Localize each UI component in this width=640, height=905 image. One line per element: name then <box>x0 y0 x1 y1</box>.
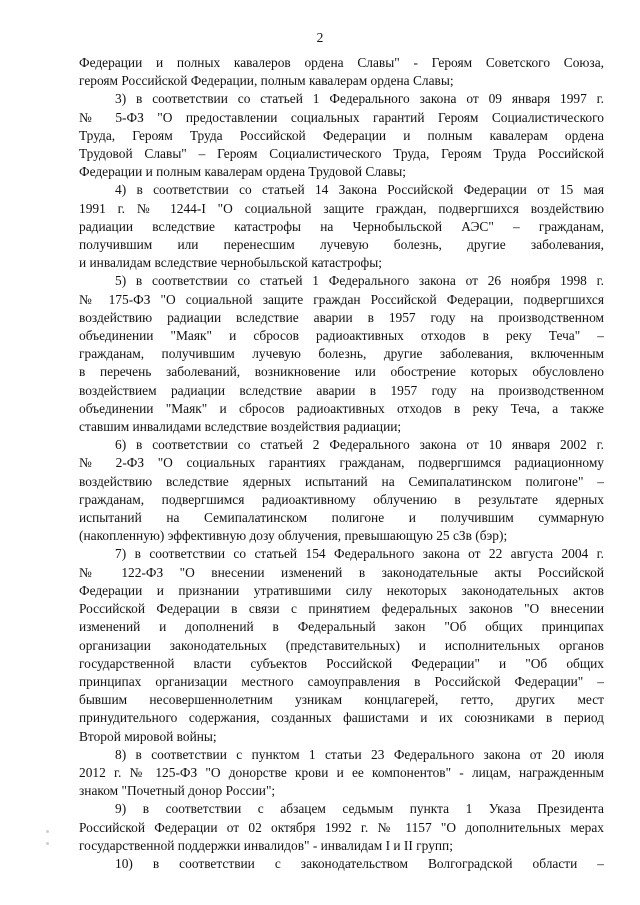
text-line: 5) в соответствии со статьей 1 Федерального закона от 26 ноября 1998 г. <box>115 273 604 289</box>
text-line: Федерации и признании утратившими силу некоторых законодательных актов <box>79 582 604 598</box>
text-line: Труда, Героям Труда Российской Федерации и полным кавалерам ордена <box>79 127 604 143</box>
text-line: изменений и дополнений в Федеральный закон "Об общих принципах <box>79 619 604 635</box>
text-line: гражданам, подвергшимся радиоактивному облучению в результате ядерных <box>79 491 604 507</box>
text-line: воздействием радиации вследствие аварии в 1957 году на производственном <box>79 382 604 398</box>
scan-mark <box>46 830 49 833</box>
text-line: 1991 г. № 1244-I "О социальной защите граждан, подвергшихся воздействию <box>79 200 604 216</box>
text-line: 3) в соответствии со статьей 1 Федерального закона от 09 января 1997 г. <box>115 91 604 107</box>
text-line: 6) в соответствии со статьей 2 Федерального закона от 10 января 2002 г. <box>115 437 604 453</box>
text-line: 7) в соответствии со статьей 154 Федерального закона от 22 августа 2004 г. <box>115 546 604 562</box>
text-line: в перечень заболеваний, возникновение или обострение которых обусловлено <box>79 364 604 380</box>
text-line: Российской Федерации в связи с принятием федеральных законов "О внесении <box>79 601 604 617</box>
text-line: гражданам, получившим лучевую болезнь, другие заболевания, включенным <box>79 346 604 362</box>
text-line: знаком "Почетный донор России"; <box>79 783 276 799</box>
text-line: бывшим несовершеннолетним узникам концлагерей, гетто, других мест <box>79 692 604 708</box>
page-number: 2 <box>316 30 324 45</box>
text-line: Российской Федерации от 02 октября 1992 г. № 1157 "О дополнительных мерах <box>79 819 604 835</box>
text-line: государственной поддержки инвалидов" - инвалидам I и II групп; <box>79 837 453 853</box>
text-line: ставшим инвалидами вследствие воздействия радиации; <box>79 419 402 435</box>
text-line: организации законодательных (представительных) и исполнительных органов <box>79 637 604 653</box>
text-line: 8) в соответствии с пунктом 1 статьи 23 Федерального закона от 20 июля <box>115 746 604 762</box>
text-line: воздействию радиации вследствие аварии в 1957 году на производственном <box>79 309 604 325</box>
text-line: Федерации и полных кавалеров ордена Славы" - Героям Советского Союза, <box>79 55 604 70</box>
text-line: (накопленную) эффективную дозу облучения, превышающую 25 сЗв (бэр); <box>79 528 508 544</box>
text-line: 9) в соответствии с абзацем седьмым пункта 1 Указа Президента <box>115 801 604 817</box>
text-line: воздействию вследствие ядерных испытаний на Семипалатинском полигоне" – <box>79 473 604 489</box>
text-line: 2012 г. № 125-ФЗ "О донорстве крови и ее компонентов" - лицам, награжденным <box>79 764 604 780</box>
text-line: и инвалидам вследствие чернобыльской катастрофы; <box>79 255 382 271</box>
text-line: государственной власти субъектов Российской Федерации" и "Об общих <box>79 655 604 671</box>
text-line: Второй мировой войны; <box>79 728 217 744</box>
scan-mark <box>46 842 49 845</box>
text-line: № 122-ФЗ "О внесении изменений в законодательные акты Российской <box>79 564 604 580</box>
text-line: получившим или перенесшим лучевую болезнь, другие заболевания, <box>79 237 604 253</box>
text-line: 4) в соответствии со статьей 14 Закона Российской Федерации от 15 мая <box>115 182 604 198</box>
text-line: радиации вследствие катастрофы на Чернобыльской АЭС" – гражданам, <box>79 218 604 234</box>
text-line: объединении "Маяк" и сбросов радиоактивных отходов в реку Теча, а также <box>79 400 604 416</box>
text-line: принудительного содержания, созданных фашистами и их союзниками в период <box>79 710 604 726</box>
document-body <box>79 54 604 873</box>
text-line: объединении "Маяк" и сбросов радиоактивных отходов в реку Теча" – <box>79 328 604 344</box>
text-line: № 175-ФЗ "О социальной защите граждан Российской Федерации, подвергшихся <box>79 291 604 307</box>
text-line: принципах организации местного самоуправления в Российской Федерации" – <box>79 673 604 689</box>
text-line: 10) в соответствии с законодательством Волгоградской области – <box>115 855 604 871</box>
text-line: испытаний на Семипалатинском полигоне и получившим суммарную <box>79 510 604 526</box>
text-line: Трудовой Славы" – Героям Социалистического Труда, Героям Труда Российской <box>79 146 604 162</box>
text-line: героям Российской Федерации, полным кавалерам ордена Славы; <box>79 73 454 89</box>
text-line: № 2-ФЗ "О социальных гарантиях гражданам, подвергшимся радиационному <box>79 455 604 471</box>
text-line: № 5-ФЗ "О предоставлении социальных гарантий Героям Социалистического <box>79 109 604 125</box>
text-line: Федерации и полным кавалерам ордена Трудовой Славы; <box>79 164 407 180</box>
